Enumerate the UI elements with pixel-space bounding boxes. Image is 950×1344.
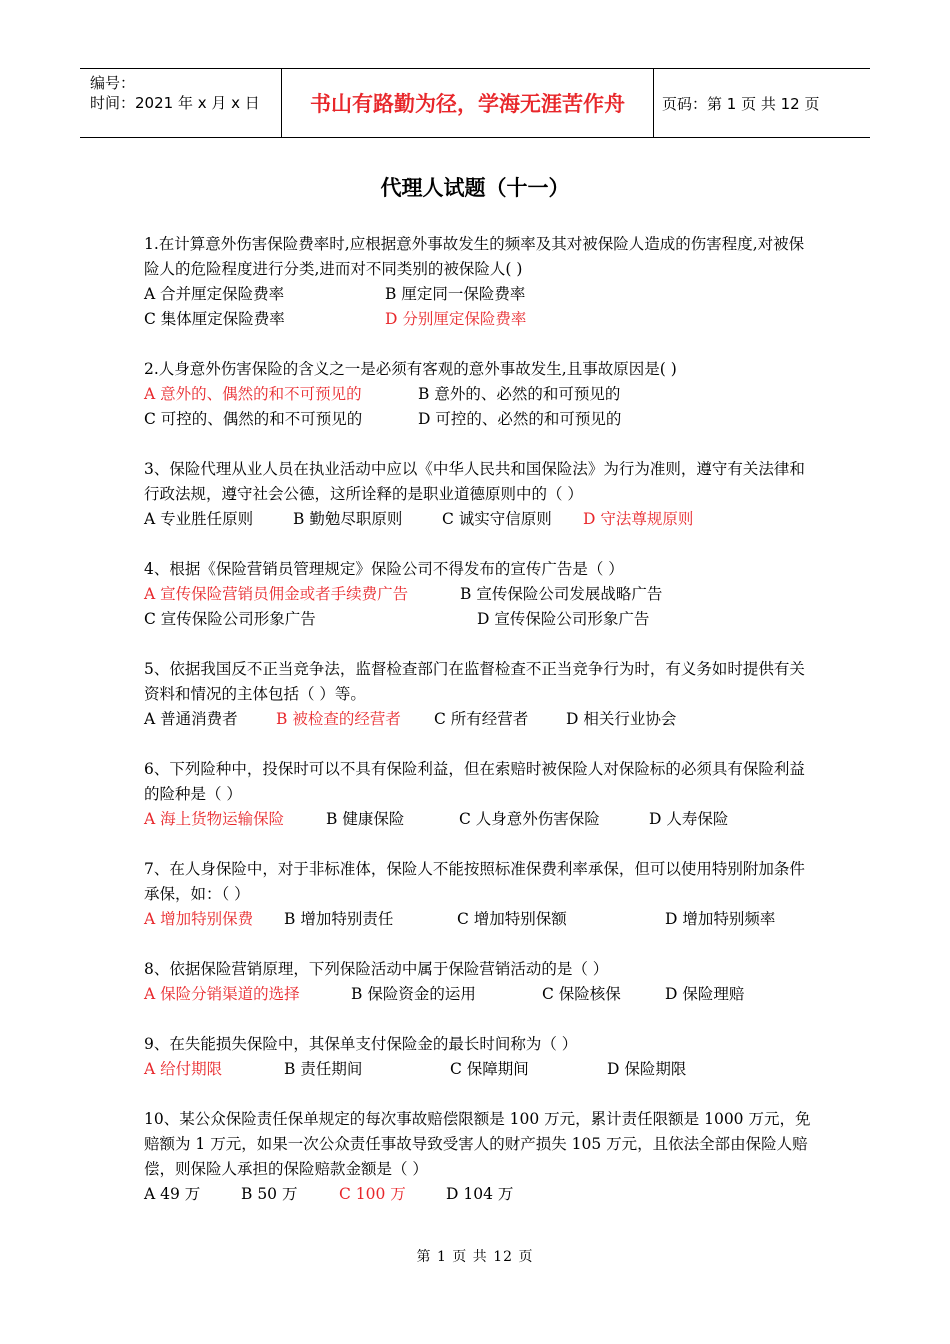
option-row <box>144 382 812 407</box>
option-b: B 增加特别责任 <box>284 910 394 928</box>
option-c: C 诚实守信原则 <box>442 510 552 528</box>
option-a: A 合并厘定保险费率 <box>144 285 285 303</box>
option-c: C 集体厘定保险费率 <box>144 310 285 328</box>
option-row <box>144 407 812 432</box>
document-title: 代理人试题（十一） <box>380 176 570 200</box>
option-a: A 普通消费者 <box>144 710 238 728</box>
option-c: C 100 万 <box>339 1185 406 1203</box>
option-b: B 宣传保险公司发展战略广告 <box>460 585 663 603</box>
option-row <box>144 607 812 632</box>
option-a: A 海上货物运输保险 <box>144 810 285 828</box>
page-label: 页码：第 1 页 共 12 页 <box>662 94 820 113</box>
question-6 <box>144 757 812 832</box>
option-row <box>144 807 812 832</box>
option-row <box>144 307 812 332</box>
question-text: 10、某公众保险责任保单规定的每次事故赔偿限额是 100 万元，累计责任限额是 1000 万元，免赔额为 1 万元，如果一次公众责任事故导致受害人的财产损失 105 万元，且依法全部由保险人赔偿，则保险人承担的保险赔款金额是（ ） <box>144 1110 811 1178</box>
question-1 <box>144 232 812 332</box>
option-b: B 50 万 <box>241 1185 298 1203</box>
option-a: A 宣传保险营销员佣金或者手续费广告 <box>144 585 409 603</box>
header-meta <box>80 69 282 137</box>
option-d: D 保险期限 <box>607 1060 687 1078</box>
question-text: 4、根据《保险营销员管理规定》保险公司不得发布的宣传广告是（ ） <box>144 560 624 578</box>
question-text: 5、依据我国反不正当竞争法，监督检查部门在监督检查不正当竞争行为时，有义务如时提供有关资料和情况的主体包括（ ）等。 <box>144 660 805 703</box>
question-list <box>144 232 812 1232</box>
option-a: A 专业胜任原则 <box>144 510 254 528</box>
option-row <box>144 907 812 932</box>
number-label: 编号： <box>90 74 136 92</box>
option-a: A 给付期限 <box>144 1060 223 1078</box>
option-c: C 增加特别保额 <box>457 910 567 928</box>
question-2 <box>144 357 812 432</box>
option-row <box>144 707 812 732</box>
question-text: 7、在人身保险中，对于非标准体，保险人不能按照标准保费利率承保，但可以使用特别附加条件承保，如：（ ） <box>144 860 805 903</box>
option-c: C 人身意外伤害保险 <box>459 810 600 828</box>
option-c: C 宣传保险公司形象广告 <box>144 610 316 628</box>
question-9 <box>144 1032 812 1082</box>
question-5 <box>144 657 812 732</box>
option-row <box>144 1182 812 1207</box>
option-row <box>144 982 812 1007</box>
question-7 <box>144 857 812 932</box>
option-d: D 增加特别频率 <box>665 910 776 928</box>
time-label: 时间：2021 年 x 月 x 日 <box>90 94 260 112</box>
option-b: B 勤勉尽职原则 <box>293 510 403 528</box>
option-d: D 104 万 <box>446 1185 514 1203</box>
question-text: 2.人身意外伤害保险的含义之一是必须有客观的意外事故发生,且事故原因是( ) <box>144 360 677 378</box>
option-b: B 责任期间 <box>284 1060 363 1078</box>
option-b: B 健康保险 <box>326 810 405 828</box>
option-c: C 保险核保 <box>542 985 621 1003</box>
question-4 <box>144 557 812 632</box>
option-d: D 分别厘定保险费率 <box>385 310 527 328</box>
option-a: A 保险分销渠道的选择 <box>144 985 300 1003</box>
option-b: B 保险资金的运用 <box>351 985 476 1003</box>
page-footer: 第 1 页 共 12 页 <box>416 1249 534 1265</box>
question-3 <box>144 457 812 532</box>
question-text: 6、下列险种中，投保时可以不具有保险利益，但在索赔时被保险人对保险标的必须具有保险利益的险种是（ ） <box>144 760 805 803</box>
question-text: 3、保险代理从业人员在执业活动中应以《中华人民共和国保险法》为行为准则，遵守有关法律和行政法规，遵守社会公德，这所诠释的是职业道德原则中的（ ） <box>144 460 805 503</box>
option-d: D 保险理赔 <box>665 985 745 1003</box>
option-b: B 意外的、必然的和可预见的 <box>418 385 621 403</box>
option-c: C 可控的、偶然的和不可预见的 <box>144 410 363 428</box>
option-d: D 守法尊规原则 <box>583 510 694 528</box>
option-c: C 所有经营者 <box>434 710 529 728</box>
option-a: A 意外的、偶然的和不可预见的 <box>144 385 362 403</box>
motto: 书山有路勤为径，学海无涯苦作舟 <box>282 69 654 137</box>
option-row <box>144 282 812 307</box>
question-text: 9、在失能损失保险中，其保单支付保险金的最长时间称为（ ） <box>144 1035 578 1053</box>
option-c: C 保障期间 <box>450 1060 529 1078</box>
option-row <box>144 507 812 532</box>
option-d: D 宣传保险公司形象广告 <box>477 610 650 628</box>
option-d: D 人寿保险 <box>649 810 729 828</box>
option-d: D 可控的、必然的和可预见的 <box>418 410 622 428</box>
header-table <box>80 68 870 138</box>
option-row <box>144 582 812 607</box>
question-8 <box>144 957 812 1007</box>
question-10 <box>144 1107 812 1207</box>
question-text: 1.在计算意外伤害保险费率时,应根据意外事故发生的频率及其对被保险人造成的伤害程度,对被保险人的危险程度进行分类,进而对不同类别的被保险人( ) <box>144 235 805 278</box>
option-b: B 厘定同一保险费率 <box>385 285 526 303</box>
option-d: D 相关行业协会 <box>566 710 677 728</box>
option-b: B 被检查的经营者 <box>276 710 401 728</box>
option-a: A 49 万 <box>144 1185 201 1203</box>
option-a: A 增加特别保费 <box>144 910 254 928</box>
option-row <box>144 1057 812 1082</box>
question-text: 8、依据保险营销原理，下列保险活动中属于保险营销活动的是（ ） <box>144 960 609 978</box>
